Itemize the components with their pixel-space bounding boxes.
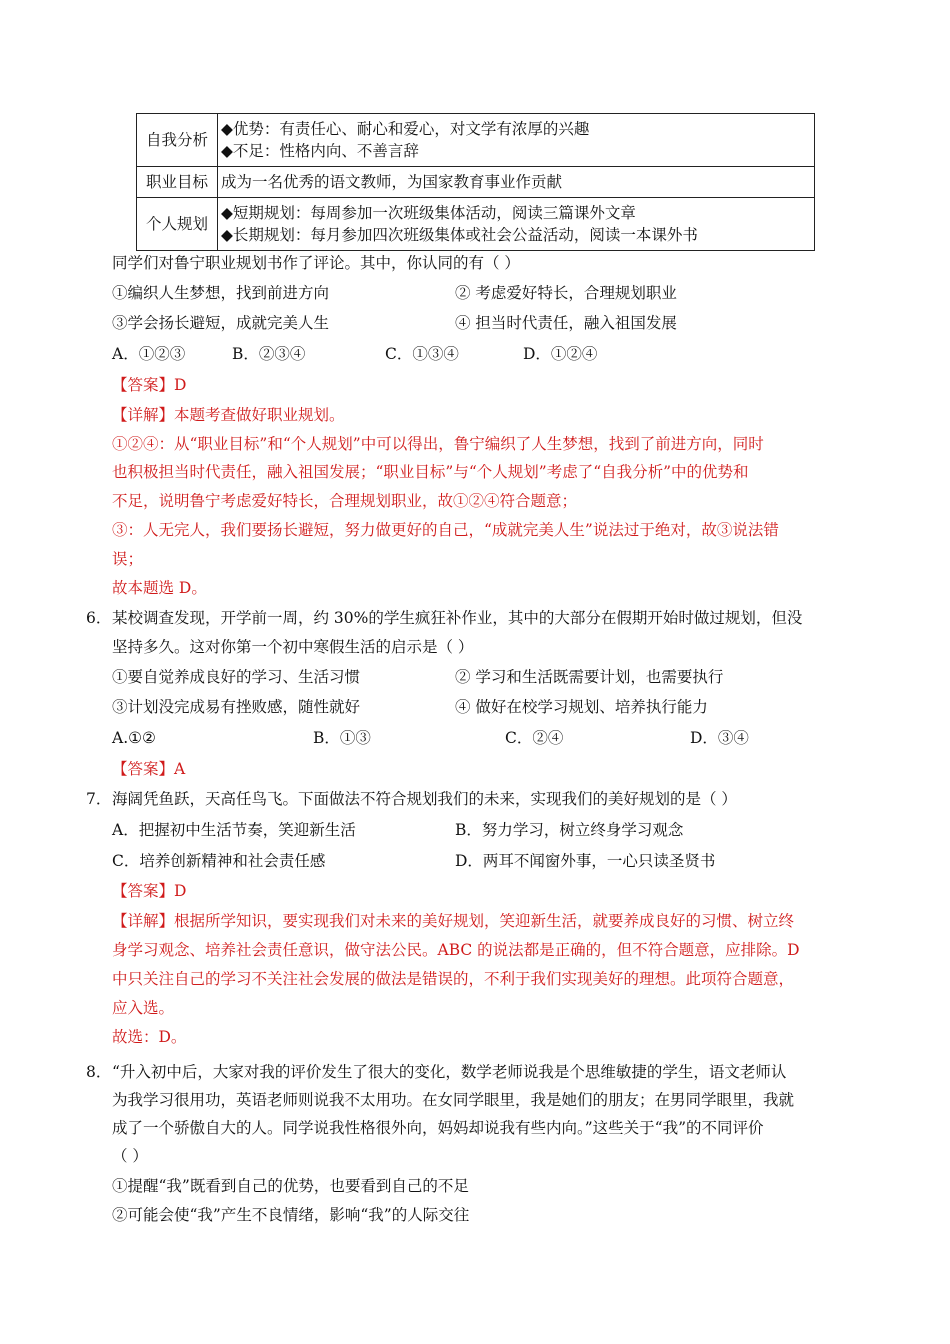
explanation-line: 中只关注自己的学习不关注社会发展的做法是错误的，不利于我们实现美好的理想。此项符合题意，: [112, 970, 795, 988]
explanation-line: 也积极担当时代责任，融入祖国发展；“职业目标”与“个人规划”考虑了“自我分析”中的优势和: [112, 463, 749, 481]
answer-label: 【答案】D: [112, 376, 187, 394]
explanation-line: 应入选。: [112, 999, 175, 1017]
option-item: ①编织人生梦想，找到前进方向: [112, 284, 330, 302]
choice-b: B．②③④: [232, 345, 306, 363]
option-c: C．培养创新精神和社会责任感: [112, 852, 326, 870]
option-item: ③计划没完成易有挫败感，随性就好: [112, 698, 361, 716]
choice-d: D．③④: [690, 729, 749, 747]
option-item: ③学会扬长避短，成就完美人生: [112, 314, 330, 332]
table-line: 成为一名优秀的语文教师，为国家教育事业作贡献: [221, 173, 563, 191]
table-header-cell: 职业目标: [137, 167, 218, 198]
question-number: 7．: [86, 790, 112, 808]
option-d: D．两耳不闻窗外事，一心只读圣贤书: [455, 852, 716, 870]
explanation-line: 【详解】本题考查做好职业规划。: [112, 406, 345, 424]
career-plan-table: [136, 113, 815, 251]
table-line: ◆短期规划：每周参加一次班级集体活动，阅读三篇课外文章: [221, 204, 636, 222]
table-content-cell: [218, 114, 815, 167]
choice-a: A.①②: [112, 729, 156, 747]
answer-label: 【答案】A: [112, 760, 186, 778]
option-item: ④ 担当时代责任，融入祖国发展: [455, 314, 677, 332]
choice-c: C．①③④: [385, 345, 459, 363]
question-number: 6．: [86, 609, 112, 627]
choice-b: B．①③: [313, 729, 371, 747]
table-header-cell: 个人规划: [137, 198, 218, 251]
table-row: [137, 198, 815, 251]
option-item: ② 考虑爱好特长，合理规划职业: [455, 284, 677, 302]
table-content-cell: [218, 198, 815, 251]
choice-a: A．①②③: [112, 345, 186, 363]
table-header-cell: 自我分析: [137, 114, 218, 167]
option-a: A．把握初中生活节奏，笑迎新生活: [112, 821, 356, 839]
question-stem: 为我学习很用功，英语老师则说我不太用功。在女同学眼里，我是她们的朋友；在男同学眼里，我就: [112, 1091, 795, 1109]
table-line: ◆优势：有责任心、耐心和爱心，对文学有浓厚的兴趣: [221, 120, 590, 138]
option-item: ② 学习和生活既需要计划，也需要执行: [455, 668, 724, 686]
option-item: ②可能会使“我”产生不良情绪，影响“我”的人际交往: [112, 1206, 470, 1224]
question-stem: 坚持多久。这对你第一个初中寒假生活的启示是（ ）: [112, 638, 474, 656]
option-b: B．努力学习，树立终身学习观念: [455, 821, 684, 839]
table-content-cell: [218, 167, 815, 198]
option-item: ①提醒“我”既看到自己的优势，也要看到自己的不足: [112, 1177, 469, 1195]
explanation-line: 身学习观念、培养社会责任意识，做守法公民。ABC 的说法都是正确的，但不符合题意，应排除。D: [112, 941, 800, 959]
question-stem: 同学们对鲁宁职业规划书作了评论。其中，你认同的有（ ）: [112, 254, 520, 272]
table-line: ◆不足：性格内向、不善言辞: [221, 142, 419, 160]
explanation-line: 不足，说明鲁宁考虑爱好特长，合理规划职业，故①②④符合题意；: [112, 492, 578, 510]
explanation-line: ③：人无完人，我们要扬长避短，努力做更好的自己，“成就完美人生”说法过于绝对，故③说法错: [112, 521, 779, 539]
explanation-line: 【详解】根据所学知识，要实现我们对未来的美好规划，笑迎新生活，就要养成良好的习惯、树立终: [112, 912, 795, 930]
option-item: ①要自觉养成良好的学习、生活习惯: [112, 668, 361, 686]
choice-c: C．②④: [505, 729, 564, 747]
table-row: [137, 114, 815, 167]
table-line: ◆长期规划：每月参加四次班级集体或社会公益活动，阅读一本课外书: [221, 226, 698, 244]
question-stem: 海阔凭鱼跃，天高任鸟飞。下面做法不符合规划我们的未来，实现我们的美好规划的是（ ）: [112, 790, 737, 808]
choice-d: D．①②④: [523, 345, 598, 363]
question-number: 8．: [86, 1063, 112, 1081]
option-item: ④ 做好在校学习规划、培养执行能力: [455, 698, 708, 716]
explanation-line: 故选：D。: [112, 1028, 187, 1046]
explanation-line: ①②④：从“职业目标”和“个人规划”中可以得出，鲁宁编织了人生梦想，找到了前进方向，同时: [112, 435, 764, 453]
question-stem: （ ）: [112, 1147, 148, 1165]
explanation-line: 故本题选 D。: [112, 579, 207, 597]
answer-label: 【答案】D: [112, 882, 187, 900]
explanation-line: 误；: [112, 550, 144, 568]
question-stem: 成了一个骄傲自大的人。同学说我性格很外向，妈妈却说我有些内向。”这些关于“我”的不同评价: [112, 1119, 764, 1137]
table-row: [137, 167, 815, 198]
question-stem: 某校调查发现，开学前一周，约 30%的学生疯狂补作业，其中的大部分在假期开始时做过规划，但没: [112, 609, 803, 627]
question-stem: “升入初中后，大家对我的评价发生了很大的变化，数学老师说我是个思维敏捷的学生，语文老师认: [112, 1063, 787, 1081]
